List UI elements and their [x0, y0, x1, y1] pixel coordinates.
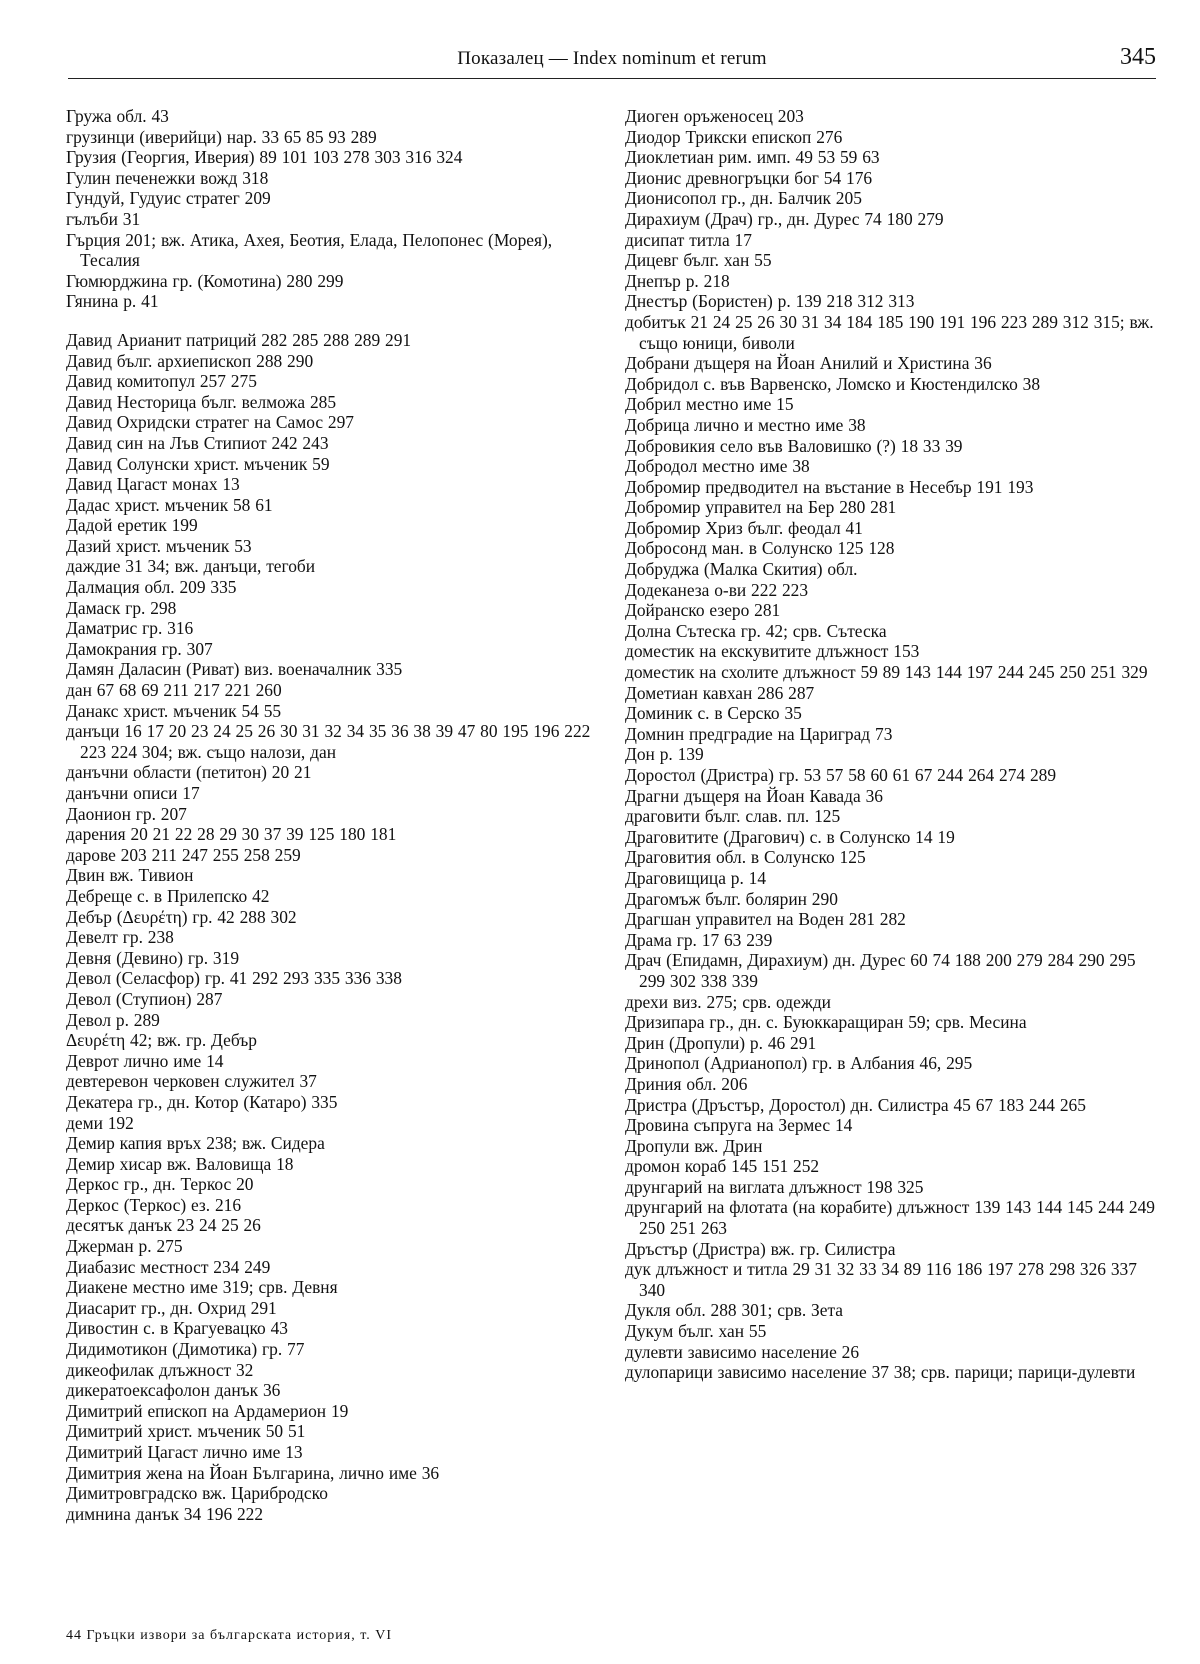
- index-entry: Дризипара гр., дн. с. Буюккаращиран 59; срв. Месина: [625, 1012, 1027, 1033]
- index-entry: Дристра (Дръстър, Доростол) дн. Силистра 45 67 183 244 265: [625, 1094, 1086, 1115]
- index-entry: Дазий христ. мъченик 53: [66, 535, 252, 556]
- index-entry: Драговищица р. 14: [625, 867, 767, 888]
- index-entry: Дионисопол гр., дн. Балчик 205: [625, 188, 862, 209]
- index-entry: дук длъжност и титла 29 31 32 33 34 89 116 186 197 278 298 326 337 340: [625, 1259, 1137, 1300]
- index-entry: Дирахиум (Драч) гр., дн. Дурес 74 180 279: [625, 208, 944, 229]
- index-entry: Диабазис местност 234 249: [66, 1256, 271, 1277]
- index-entry: десятък данък 23 24 25 26: [66, 1215, 261, 1236]
- index-entry: Долна Сътеска гр. 42; срв. Сътеска: [625, 620, 887, 641]
- index-entry: Дровина съпруга на Зермес 14: [625, 1115, 853, 1136]
- index-entry: доместик на екскувитите длъжност 153: [625, 641, 920, 662]
- index-entry: Дебреще с. в Прилепско 42: [66, 885, 270, 906]
- index-entry: Днестър (Бористен) р. 139 218 312 313: [625, 291, 915, 312]
- index-entry: Дометиан кавхан 286 287: [625, 682, 815, 703]
- index-entry: Деркос гр., дн. Теркос 20: [66, 1174, 254, 1195]
- index-entry: Дебър (Δευρέτη) гр. 42 288 302: [66, 906, 297, 927]
- index-entry: Дойранско езеро 281: [625, 600, 781, 621]
- index-entry: Давид Цагаст монах 13: [66, 474, 240, 495]
- index-entry: Диасарит гр., дн. Охрид 291: [66, 1297, 277, 1318]
- index-entry: Добродол местно име 38: [625, 456, 810, 477]
- index-entry: Дрин (Дропули) р. 46 291: [625, 1032, 817, 1053]
- index-entry: Δευρέτη 42; вж. гр. Дебър: [66, 1030, 257, 1051]
- index-entry: Драгни дъщеря на Йоан Кавада 36: [625, 785, 883, 806]
- index-entry: Гундуй, Гудуис стратег 209: [66, 188, 271, 209]
- index-entry: Далмация обл. 209 335: [66, 577, 237, 598]
- index-entry: Дадас христ. мъченик 58 61: [66, 494, 273, 515]
- index-entry: Димитрий христ. мъченик 50 51: [66, 1421, 306, 1442]
- index-entry: Добровикия село във Валовишко (?) 18 33 39: [625, 435, 963, 456]
- index-entry: Дионис древногръцки бог 54 176: [625, 167, 873, 188]
- index-entry: Девол (Ступион) 287: [66, 988, 223, 1009]
- index-entry: Добромир Хриз бълг. феодал 41: [625, 517, 863, 538]
- page-header: [68, 44, 1156, 80]
- index-entry: Диоклетиан рим. имп. 49 53 59 63: [625, 147, 880, 168]
- index-entry: Диодор Трикски епископ 276: [625, 126, 843, 147]
- index-entry: Гърция 201; вж. Атика, Ахея, Беотия, Елада, Пелопонес (Морея), Тесалия: [66, 229, 553, 271]
- index-entry: дан 67 68 69 211 217 221 260: [66, 680, 282, 701]
- index-entry: девтеревон черковен служител 37: [66, 1071, 317, 1092]
- index-entry: Драговитите (Драгович) с. в Солунско 14 19: [625, 826, 955, 847]
- index-entry: Девелт гр. 238: [66, 927, 174, 948]
- index-entry: Диакене местно име 319; срв. Девня: [66, 1277, 338, 1298]
- index-entry: Домнин предградие на Цариград 73: [625, 723, 893, 744]
- index-entry: Драма гр. 17 63 239: [625, 929, 773, 950]
- index-entry: данъчни описи 17: [66, 783, 200, 803]
- index-entry: Дамокрания гр. 307: [66, 638, 213, 659]
- index-entry: Девол (Селасфор) гр. 41 292 293 335 336 338: [66, 968, 402, 989]
- index-entry: Димитровградско вж. Царибродско: [66, 1483, 328, 1504]
- index-entry: драговити бълг. слав. пл. 125: [625, 806, 841, 827]
- index-entry: Дамаск гр. 298: [66, 597, 177, 618]
- index-entry: Давид комитопул 257 275: [66, 371, 257, 392]
- index-entry: Давид Охридски стратег на Самос 297: [66, 412, 354, 433]
- index-entry: Драгомъж бълг. болярин 290: [625, 888, 838, 909]
- index-entry: Деркос (Теркос) ез. 216: [66, 1194, 242, 1215]
- index-entry: Додеканеза о-ви 222 223: [625, 579, 809, 600]
- index-entry: Декатера гр., дн. Котор (Катаро) 335: [66, 1091, 338, 1112]
- index-entry: данъци 16 17 20 23 24 25 26 30 31 32 34 35 36 38 39 47 80 195 196 222 223 224 304; вж. също налози, дан: [66, 721, 591, 762]
- index-entry: даждие 31 34; вж. данъци, тегоби: [66, 556, 316, 577]
- index-entry: дарения 20 21 22 28 29 30 37 39 125 180 181: [66, 824, 397, 845]
- index-entry: Добруджа (Малка Скития) обл.: [625, 559, 858, 580]
- index-entry: Добрил местно име 15: [625, 394, 794, 415]
- index-entry: Добридол с. във Варвенско, Ломско и Кюстендилско 38: [625, 373, 1041, 394]
- footer-signature: 44 Гръцки извори за българската история, т. VI: [66, 1628, 393, 1643]
- index-entry: Днепър р. 218: [625, 270, 730, 291]
- index-entry: Дон р. 139: [625, 744, 704, 765]
- index-entry: Гюмюрджина гр. (Комотина) 280 299: [66, 270, 344, 291]
- index-entry: Дропули вж. Дрин: [625, 1135, 763, 1156]
- index-entry: Грузия (Георгия, Иверия) 89 101 103 278 303 316 324: [66, 147, 463, 168]
- index-entry: Двин вж. Тивион: [66, 865, 194, 886]
- index-entry: друнгарий на виглата длъжност 198 325: [625, 1176, 924, 1197]
- page-number: 345: [1120, 44, 1156, 70]
- index-entry: Гулин печенежки вожд 318: [66, 167, 269, 188]
- running-title: Показалец — Index nominum et rerum: [457, 48, 767, 69]
- header-rule: [68, 78, 1156, 79]
- index-entry: Гружа обл. 43: [66, 106, 169, 126]
- index-column-right: [625, 106, 1163, 1383]
- index-entry: гълъби 31: [66, 208, 141, 229]
- index-entry: Девня (Девино) гр. 319: [66, 947, 240, 968]
- index-entry: димнина данък 34 196 222: [66, 1503, 264, 1524]
- index-entry: Даматрис гр. 316: [66, 618, 194, 639]
- index-entry: Драгшан управител на Воден 281 282: [625, 909, 906, 930]
- index-entry: Девол р. 289: [66, 1009, 160, 1030]
- index-entry: Диоген оръженосец 203: [625, 106, 804, 126]
- index-entry: Дриния обл. 206: [625, 1073, 748, 1094]
- index-entry: дикератоексафолон данък 36: [66, 1380, 281, 1401]
- index-entry: Давид Солунски христ. мъченик 59: [66, 453, 330, 474]
- index-entry: Добрани дъщеря на Йоан Анилий и Христина 36: [625, 353, 992, 374]
- index-entry: дулевти зависимо население 26: [625, 1341, 860, 1362]
- index-entry: Давид Несторица бълг. велможа 285: [66, 391, 337, 412]
- index-entry: Димитрий Цагаст лично име 13: [66, 1442, 303, 1462]
- index-entry: Гянина р. 41: [66, 291, 159, 312]
- index-entry: данъчни области (петитон) 20 21: [66, 762, 312, 783]
- index-entry: Добромир предводител на въстание в Несебър 191 193: [625, 476, 1034, 497]
- index-entry: Драговития обл. в Солунско 125: [625, 847, 866, 868]
- index-entry: дрехи виз. 275; срв. одежди: [625, 991, 831, 1012]
- index-entry: Дадой еретик 199: [66, 515, 198, 536]
- index-entry: дромон кораб 145 151 252: [625, 1156, 820, 1177]
- index-entry: Дринопол (Адрианопол) гр. в Албания 46, 295: [625, 1053, 973, 1074]
- index-entry: Дукум бълг. хан 55: [625, 1321, 767, 1342]
- index-entry: Данакс христ. мъченик 54 55: [66, 700, 282, 721]
- index-entry: Доростол (Дристра) гр. 53 57 58 60 61 67 244 264 274 289: [625, 765, 1057, 785]
- index-entry: Дамян Даласин (Риват) виз. военачалник 335: [66, 659, 403, 680]
- index-entry: Димитрий епископ на Ардамерион 19: [66, 1400, 349, 1421]
- index-entry: Джерман р. 275: [66, 1236, 183, 1257]
- section-gap: [66, 312, 596, 330]
- index-entry: Демир хисар вж. Валовища 18: [66, 1153, 294, 1174]
- index-entry: дикеофилак длъжност 32: [66, 1359, 254, 1380]
- index-entry: Дицевг бълг. хан 55: [625, 250, 772, 271]
- index-column-left: [66, 106, 596, 1524]
- index-entry: дисипат титла 17: [625, 229, 752, 250]
- index-entry: Димитрия жена на Йоан Българина, лично име 36: [66, 1462, 440, 1483]
- index-entry: добитък 21 24 25 26 30 31 34 184 185 190 191 196 223 289 312 315; вж. също юници, биволи: [625, 311, 1154, 353]
- index-entry: Добросонд ман. в Солунско 125 128: [625, 538, 895, 559]
- index-entry: Давид син на Лъв Стипиот 242 243: [66, 432, 329, 453]
- index-entry: дулопарици зависимо население 37 38; срв. парици; парици-дулевти: [625, 1362, 1136, 1383]
- index-entry: Дивостин с. в Крагуевацко 43: [66, 1318, 288, 1339]
- index-entry: Добромир управител на Бер 280 281: [625, 497, 897, 518]
- index-entry: Давид бълг. архиепископ 288 290: [66, 350, 314, 371]
- index-entry: Дръстър (Дристра) вж. гр. Силистра: [625, 1238, 896, 1259]
- index-entry: Драч (Епидамн, Дирахиум) дн. Дурес 60 74 188 200 279 284 290 295 299 302 338 339: [625, 950, 1136, 991]
- index-entry: Добрица лично и местно име 38: [625, 414, 866, 435]
- index-entry: Демир капия връх 238; вж. Сидера: [66, 1133, 325, 1154]
- index-entry: деми 192: [66, 1112, 134, 1133]
- index-entry: друнгарий на флотата (на корабите) длъжност 139 143 144 145 244 249 250 251 263: [625, 1197, 1155, 1239]
- index-entry: Дукля обл. 288 301; срв. Зета: [625, 1300, 843, 1321]
- index-entry: Даонион гр. 207: [66, 803, 187, 824]
- index-entry: дарове 203 211 247 255 258 259: [66, 844, 301, 865]
- index-entry: Дидимотикон (Димотика) гр. 77: [66, 1339, 305, 1360]
- index-entry: грузинци (иверийци) нар. 33 65 85 93 289: [66, 126, 377, 147]
- index-entry: доместик на схолите длъжност 59 89 143 144 197 244 245 250 251 329: [625, 662, 1148, 683]
- index-entry: Доминик с. в Серско 35: [625, 703, 802, 724]
- index-entry: Давид Арианит патриций 282 285 288 289 291: [66, 329, 412, 350]
- index-entry: Деврот лично име 14: [66, 1050, 224, 1071]
